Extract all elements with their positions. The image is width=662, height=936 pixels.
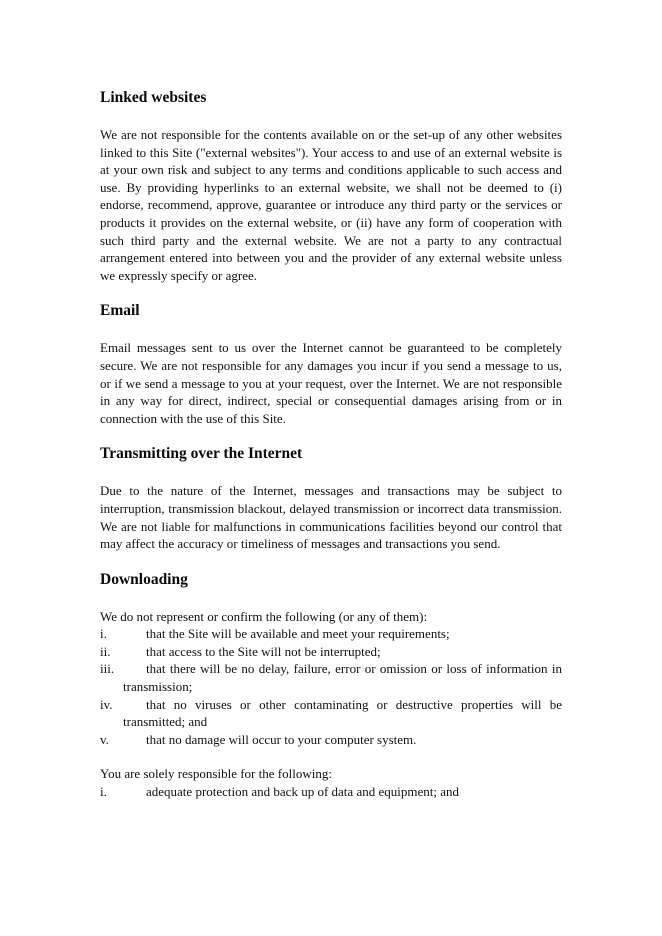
heading-transmitting: Transmitting over the Internet (100, 445, 303, 463)
list-numeral: iv. (100, 696, 113, 712)
list-item-text: adequate protection and back up of data and equipment; and (146, 784, 459, 800)
list-item (100, 731, 562, 749)
list-numeral: i. (100, 784, 107, 800)
list-item (100, 696, 562, 731)
section-transmitting (100, 442, 562, 552)
list-intro: We do not represent or confirm the following (or any of them): (100, 608, 428, 624)
list-numeral: ii. (100, 643, 111, 659)
heading-downloading: Downloading (100, 570, 188, 588)
list-item-text: that there will be no delay, failure, error or omission or loss of information in transmission; (123, 661, 562, 695)
roman-list (100, 625, 562, 748)
list-not-represent (100, 608, 562, 749)
list-item (100, 625, 562, 643)
document-page (100, 86, 562, 818)
list-item-text: that no damage will occur to your computer system. (146, 731, 417, 747)
heading-linked-websites: Linked websites (100, 89, 207, 106)
paragraph-linked-websites: We are not responsible for the contents available on or the set-up of any other websites linked to this Site ("external websites"). Your access to and use of an external website is at your own risk and subject to any terms and conditions applicable to such access and use. By providing hyperlinks to an external website, we shall not be deemed to (i) endorse, recommend, approve, guarantee or introduce any third party or the services or products it provides on the external website, or (ii) have any form of cooperation with such third party and the external website. We are not a party to any contractual arrangement entered into between you and the provider of any external website unless we expressly specify or agree. (100, 127, 562, 283)
list-item (100, 783, 562, 801)
roman-list (100, 783, 562, 801)
list-solely-responsible (100, 765, 562, 800)
paragraph-transmitting: Due to the nature of the Internet, messages and transactions may be subject to interruption, transmission blackout, delayed transmission or incorrect data transmission. We are not liable for malfunctions in communications facilities beyond our control that may affect the accuracy or timeliness of messages and transactions you send. (100, 483, 562, 552)
section-email (100, 299, 562, 427)
list-intro: You are solely responsible for the following: (100, 766, 332, 782)
section-linked-websites (100, 86, 562, 284)
list-numeral: i. (100, 626, 107, 642)
section-downloading (100, 568, 562, 801)
paragraph-email: Email messages sent to us over the Internet cannot be guaranteed to be completely secure. We are not responsible for any damages you incur if you send a message to us, or if we send a message to you at your request, over the Internet. We are not responsible in any way for direct, indirect, special or consequential damages arising from or in connection with the use of this Site. (100, 340, 562, 426)
list-item-text: that the Site will be available and meet your requirements; (146, 626, 450, 642)
heading-email: Email (100, 302, 140, 320)
list-item-text: that no viruses or other contaminating or destructive properties will be transmitted; and (123, 696, 562, 730)
list-item (100, 643, 562, 661)
list-item (100, 660, 562, 695)
list-item-text: that access to the Site will not be interrupted; (146, 643, 381, 659)
list-numeral: v. (100, 731, 109, 747)
list-numeral: iii. (100, 661, 115, 677)
